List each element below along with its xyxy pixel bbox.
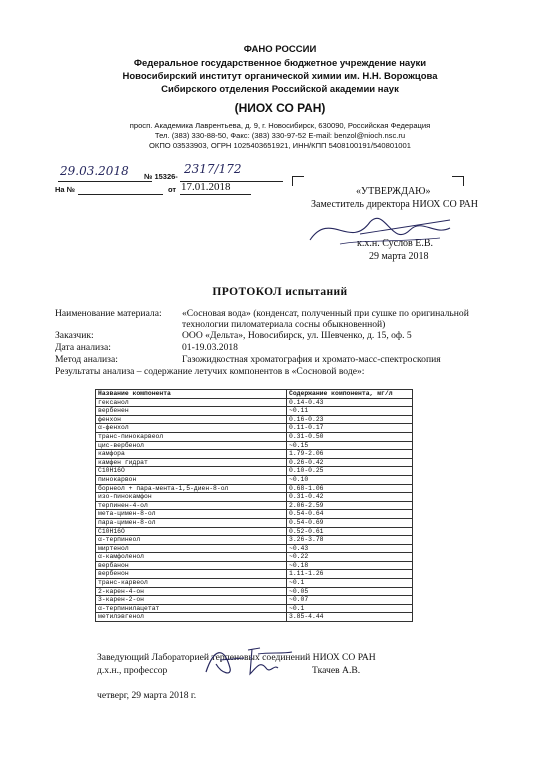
method-label: Метод анализа: <box>55 354 118 365</box>
table-row <box>96 458 413 467</box>
table-row <box>96 596 413 605</box>
table-row <box>96 561 413 570</box>
components-table <box>95 389 413 622</box>
reference-underline <box>78 194 163 195</box>
table-row <box>96 467 413 476</box>
component-content-cell: 0.11-0.17 <box>287 424 413 433</box>
component-content-cell: 3.85-4.44 <box>287 613 413 622</box>
component-content-cell: ~0.10 <box>287 475 413 484</box>
component-name-cell: борнеол + пара-мента-1,5-диен-8-ол <box>96 484 287 493</box>
component-content-cell: ~0.1 <box>287 579 413 588</box>
component-name-cell: транс-пинокарвеол <box>96 432 287 441</box>
table-row <box>96 570 413 579</box>
signature-date: четверг, 29 марта 2018 г. <box>97 690 197 701</box>
material-value-line2: технологии пиломатериала сосны обыкновенной) <box>182 319 386 330</box>
table-row <box>96 407 413 416</box>
component-name-cell: миртенол <box>96 544 287 553</box>
component-name-cell: гексанол <box>96 398 287 407</box>
customer-label: Заказчик: <box>55 330 94 341</box>
component-content-cell: 0.31-0.50 <box>287 432 413 441</box>
component-content-cell: ~0.1 <box>287 604 413 613</box>
component-name-cell: мета-цимен-8-ол <box>96 510 287 519</box>
component-content-cell: ~0.07 <box>287 596 413 605</box>
institution-type: Федеральное государственное бюджетное учреждение науки <box>133 58 427 69</box>
component-content-cell: ~0.05 <box>287 587 413 596</box>
component-content-cell: 0.68-1.06 <box>287 484 413 493</box>
table-row <box>96 475 413 484</box>
component-name-cell: метилэвгенол <box>96 613 287 622</box>
component-content-cell: 1.79-2.06 <box>287 450 413 459</box>
component-name-cell: терпинен-4-ол <box>96 501 287 510</box>
column-header-content: Содержание компонента, мг/л <box>287 390 413 399</box>
corner-mark-right-vertical <box>463 176 464 186</box>
table-row <box>96 415 413 424</box>
component-name-cell: вербенон <box>96 570 287 579</box>
component-content-cell: 0.54-0.69 <box>287 518 413 527</box>
corner-mark-left <box>292 176 304 177</box>
table-row <box>96 544 413 553</box>
component-name-cell: 2-карен-4-он <box>96 587 287 596</box>
address-line: просп. Академика Лаврентьева, д. 9, г. Новосибирск, 630090, Российская Федерация <box>129 121 431 130</box>
academy-branch: Сибирского отделения Российской академии наук <box>161 84 399 95</box>
registry-codes-line: ОКПО 03533903, ОГРН 1025403651921, ИНН/КПП 5408100191/540801001 <box>149 141 411 150</box>
agency-name: ФАНО РОССИИ <box>243 44 317 55</box>
table-row <box>96 484 413 493</box>
table-row <box>96 553 413 562</box>
component-name-cell: C10H16O <box>96 527 287 536</box>
component-name-cell: цис-вербенол <box>96 441 287 450</box>
approval-date: 29 марта 2018 <box>369 251 429 262</box>
component-name-cell: пинокарвон <box>96 475 287 484</box>
column-header-component: Название компонента <box>96 390 287 399</box>
table-row <box>96 493 413 502</box>
table-row <box>96 604 413 613</box>
component-name-cell: фенхон <box>96 415 287 424</box>
component-name-cell: C10H16O <box>96 467 287 476</box>
table-row <box>96 579 413 588</box>
component-name-cell: пара-цимен-8-ол <box>96 518 287 527</box>
approval-stamp-title: «УТВЕРЖДАЮ» <box>356 186 431 197</box>
document-title: ПРОТОКОЛ испытаний <box>212 286 348 298</box>
results-label: Результаты анализа – содержание летучих компонентов в «Сосновой воде»: <box>55 366 365 377</box>
component-name-cell: камфен гидрат <box>96 458 287 467</box>
table-row <box>96 501 413 510</box>
table-row <box>96 398 413 407</box>
analysis-date-value: 01-19.03.2018 <box>182 342 238 353</box>
table-row <box>96 587 413 596</box>
date-underline <box>58 181 152 182</box>
reference-date-underline <box>180 194 251 195</box>
component-content-cell: ~0.18 <box>287 561 413 570</box>
outgoing-number-label: № 15326- <box>144 172 178 181</box>
table-row <box>96 424 413 433</box>
component-name-cell: α-терпинилацетат <box>96 604 287 613</box>
table-header-row <box>96 390 413 399</box>
reference-date: 17.01.2018 <box>181 181 231 193</box>
component-content-cell: ~0.22 <box>287 553 413 562</box>
component-content-cell: ~0.43 <box>287 544 413 553</box>
analysis-date-label: Дата анализа: <box>55 342 111 353</box>
component-content-cell: 1.11-1.26 <box>287 570 413 579</box>
signatory-degree: д.х.н., профессор <box>97 665 168 676</box>
component-name-cell: вербанон <box>96 561 287 570</box>
component-content-cell: 0.26-0.42 <box>287 458 413 467</box>
signatory-position: Заведующий Лабораторией терпеновых соединений НИОХ СО РАН <box>97 652 376 663</box>
material-label: Наименование материала: <box>55 308 162 319</box>
component-name-cell: транс-карвеол <box>96 579 287 588</box>
table-row <box>96 510 413 519</box>
component-content-cell: 0.14-0.43 <box>287 398 413 407</box>
head-signature <box>200 638 300 680</box>
component-content-cell: 3.26-3.78 <box>287 536 413 545</box>
component-name-cell: 3-карен-2-он <box>96 596 287 605</box>
table-row <box>96 613 413 622</box>
component-content-cell: 0.16-0.23 <box>287 415 413 424</box>
table-row <box>96 450 413 459</box>
component-content-cell: ~0.11 <box>287 407 413 416</box>
component-content-cell: 2.06-2.59 <box>287 501 413 510</box>
table-row <box>96 441 413 450</box>
table-row <box>96 518 413 527</box>
component-name-cell: α-камфоленол <box>96 553 287 562</box>
method-value: Газожидкостная хроматография и хромато-масс-спектроскопия <box>182 354 441 365</box>
component-name-cell: изо-пинокамфон <box>96 493 287 502</box>
component-content-cell: 0.52-0.61 <box>287 527 413 536</box>
contacts-line: Тел. (383) 330-88-50, Факс: (383) 330-97-52 E-mail: benzol@nioch.nsc.ru <box>154 131 406 140</box>
component-name-cell: вербенен <box>96 407 287 416</box>
table-row <box>96 536 413 545</box>
reference-date-label: от <box>168 185 177 194</box>
signatory-name: Ткачев А.В. <box>312 665 361 676</box>
component-name-cell: α-фенхол <box>96 424 287 433</box>
component-content-cell: 0.10-0.25 <box>287 467 413 476</box>
table-row <box>96 432 413 441</box>
table-row <box>96 527 413 536</box>
corner-mark-left-vertical <box>292 176 293 186</box>
component-name-cell: α-терпинеол <box>96 536 287 545</box>
handwritten-date: 29.03.2018 <box>60 164 129 178</box>
institute-abbreviation: (НИОХ СО РАН) <box>234 101 326 115</box>
component-content-cell: 0.54-0.64 <box>287 510 413 519</box>
approval-signature <box>300 200 470 260</box>
component-name-cell: камфора <box>96 450 287 459</box>
material-value-line1: «Сосновая вода» (конденсат, полученный при сушке по оригинальной <box>182 308 469 319</box>
approval-name: к.х.н. Суслов Е.В. <box>357 238 434 249</box>
institute-name: Новосибирский институт органической химии им. Н.Н. Ворожцова <box>122 71 438 82</box>
component-content-cell: ~0.15 <box>287 441 413 450</box>
component-content-cell: 0.31-0.42 <box>287 493 413 502</box>
reference-number-label: На № <box>55 185 76 194</box>
customer-value: ООО «Дельта», Новосибирск, ул. Шевченко, д. 15, оф. 5 <box>182 330 412 341</box>
approval-position: Заместитель директора НИОХ СО РАН <box>311 199 478 210</box>
handwritten-number: 2317/172 <box>184 162 242 176</box>
